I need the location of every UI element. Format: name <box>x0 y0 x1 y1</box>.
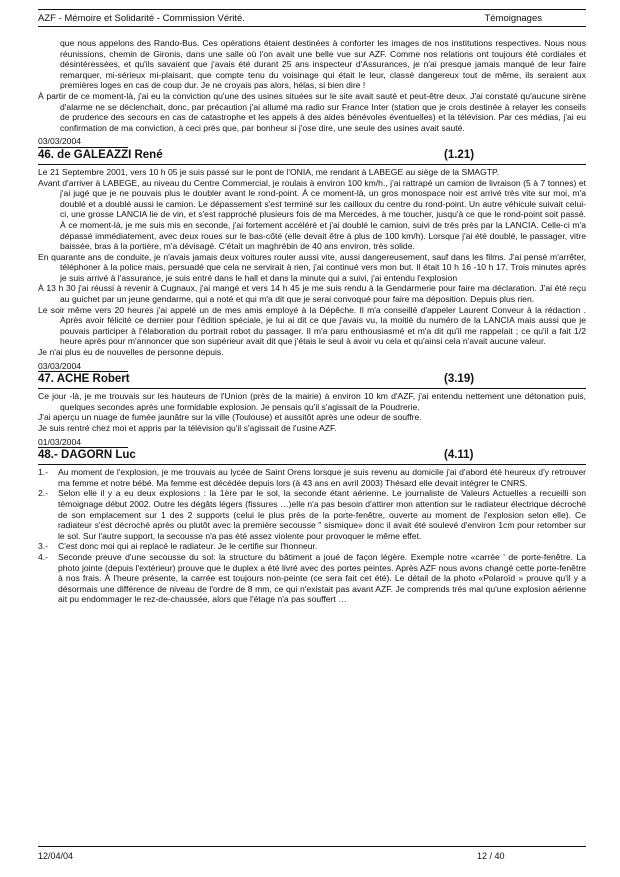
numbered-item <box>38 467 586 488</box>
numbered-item <box>38 541 586 552</box>
testimony-paragraph: En quarante ans de conduite, je n'avais jamais deux voitures rouler aussi vite, aussi dangereusement, sauf dans les films. J'ai pensé m'arrêter, téléphoner à la police mais, persuadé que cela ne servirait à rien, j'ai continué vers mon but. Il était 10 h 16 -10 h 17. Trois minutes après je suis arrivé à l'assurance, je suis entré dans le hall et dans la minute qui a suivi, j'ai entendu l'explosion <box>38 251 586 283</box>
numbered-item <box>38 488 586 541</box>
page-header <box>38 12 586 27</box>
section-title: 46. de GALEAZZI René <box>38 148 163 161</box>
page-number: 12 / 40 <box>477 851 505 861</box>
testimony-paragraph: Le soir même vers 20 heures j'ai appelé un de mes amis employé à la Dépêche. Il m'a conseillé d'appeler Laurent Conveur à la rédaction . Après avoir félicité ce dernier pour l'édition spéciale, je lui ai dit ce que j'avais vu, la moitié du numéro de la LANCIA mais aussi que je pouvais participer à l'élaboration du portrait robot du passager. Il m'a paru enthousiasmé et m'a dit qu'il me rappelait ; ce qu'il a fait 1/2 heure après pour m'annoncer que son supérieur avait dit que j'étais le seul à avoir vu cela et qu'ainsi cela n'avait aucune valeur. <box>38 304 586 347</box>
testimony-paragraph: Le 21 Septembre 2001, vers 10 h 05 je suis passé sur le pont de l'ONIA, me rendant à LABEGE au siège de la SMAGTP. <box>38 166 500 177</box>
section-heading <box>38 450 586 465</box>
item-number: 2.- <box>38 488 49 499</box>
testimony-paragraph: Je suis rentré chez moi et appris par la télévision qu'il s'agissait de l'usine AZF. <box>38 423 337 433</box>
section-code: (4.11) <box>444 449 474 462</box>
testimony-paragraph: Ce jour -là, je me trouvais sur les hauteurs de l'Union (près de la mairie) à environ 10 km d'AZF, j'ai entendu nettement une détonation puis, quelques secondes après une formidable explosion. Je pensais qu'il s'agissait de la Poudrerie. <box>38 391 586 412</box>
header-section: Témoignages <box>484 13 542 24</box>
item-number: 1.- <box>38 467 49 478</box>
section-heading <box>38 150 586 165</box>
item-text: C'est donc moi qui ai replacé le radiateur. Je le certifie sur l'honneur. <box>58 541 318 552</box>
item-text: Selon elle il y a eu deux explosions : la 1ère par le sol, la seconde étant aérienne. Le journaliste de Valeurs Actuelles a recueilli son témoignage début 2002. Outre les dégâts légers (fissures …)elle n'a pas besoin d'attirer mon attention sur le radiateur électrique décroché de son emplacement sur 1 des 2 supports (celui le plus près de la porte-fenêtre, ouverte au moment de l'explosion selon elle). Ce radiateur s'est décroché après ou plutôt avec la première secousse " sismique» donc il avait été soulevé d'environ 1cm pour retomber sur le sol. Sur l'autre support, la secousse n'a pas été assez violente pour provoquer le même effet. <box>58 488 586 541</box>
numbered-item <box>38 552 586 605</box>
testimony-date: 03/03/2004 <box>38 136 128 148</box>
page-content <box>38 38 586 605</box>
testimony-date: 01/03/2004 <box>38 437 128 449</box>
header-top-rule <box>38 9 586 10</box>
testimony-paragraph: J'ai aperçu un nuage de fumée jaunâtre sur la ville (Toulouse) et aussitôt après une odeur de souffre. <box>38 412 422 423</box>
section-heading <box>38 374 586 389</box>
section-code: (1.21) <box>444 148 475 161</box>
testimony-paragraph: À 13 h 30 j'ai réussi à revenir à Cugnaux, j'ai mangé et vers 14 h 45 je me suis rendu à la Gendarmerie pour faire ma déclaration. J'ai été reçu au guichet par un jeune gendarme, qui a noté et qui m'a dit que je serai convoqué pour faire ma déposition. Depuis plus rien. <box>38 283 586 305</box>
intro-paragraph: que nous appelons des Rando-Bus. Ces opérations étaient destinées à conforter les images de nos institutions respectives. Nous nous réunissions, chemin de Gironis, dans une salle où l'on avait une belle vue sur AZF. Comme nos relations ont toujours été cordiales et désintéressées, et qu'ils savaient que j'avais été durant 25 ans inspecteur d'Assurances, je n'ai presque jamais manqué de leur faire remarquer, mi-sérieux mi-plaisant, que compte tenu du voisinage qui était le leur, classé dangereux tout de même, ils seraient aux premières loges en cas de coup dur. Je ne croyais pas alors, hélas, si bien dire ! <box>60 38 586 91</box>
item-text: Au moment de l'explosion, je me trouvais au lycée de Saint Orens lorsque je suis revenu au domicile j'ai d'abord été heureux d'y retrouver ma femme et notre bébé. Ma femme est décédée depuis lors (à 43 ans en avril 2003) Thésard elle devait intégrer le CNRS. <box>58 467 586 488</box>
footer-date: 12/04/04 <box>38 851 74 861</box>
section-title: 48.- DAGORN Luc <box>38 449 136 462</box>
section-code: (3.19) <box>444 373 475 386</box>
item-number: 4.- <box>38 551 49 562</box>
testimony-paragraph: Je n'ai plus eu de nouvelles de personne depuis. <box>38 347 224 358</box>
header-title: AZF - Mémoire et Solidarité - Commission Vérité. <box>38 13 245 24</box>
testimony-date: 03/03/2004 <box>38 361 128 373</box>
testimony-paragraph: Avant d'arriver à LABEGE, au niveau du Centre Commercial, je roulais à environ 100 km/h., j'ai rattrapé un camion de livraison (5 à 7 tonnes) et j'ai jugé que je ne pouvais plus le doubler avant le rond-point. À ce moment-là, un gros monospace noir est arrivé très vite sur moi, m'a doublé et a doublé aussi le camion. Le dépassement s'est terminé sur les cailloux du centre du rond-point. Un autre véhicule suivait celui-ci, une grosse LANCIA lie de vin, et s'est rapproché plusieurs fois de ma Mercedes, à me toucher, jusqu'à ce que le rond-point soit passé. À ce moment-là, je me suis mis en seconde, j'ai fortement accéléré et j'ai doublé le camion, suivi de très près par la LANCIA. Celle-ci m'a dépassé immédiatement, avec deux roues sur le bas-côté (elle devait être à plus de 100 km/h). Lorsque j'ai été doublé, le passager, vitre baissée, bras à la portière, m'a dévisagé. C'était un maghrébin de 40 ans environ, très solide. <box>38 177 586 252</box>
item-text: Seconde preuve d'une secousse du sol: la structure du bâtiment a joué de façon légère. Exemple notre «carrée ' de porte-fenêtre. La photo jointe (depuis l'extérieur) prouve que le duplex a été livré avec des portes peintes. Après AZF nous avons changé cette porte-fenêtre à nos frais. À l'heure présente, la carrée est toujours non-peinte (ce sera fait cet été). Le détail de la photo «Polaroïd » prouve qu'il y a désormais une différence de niveau de l'ordre de 8 mm, ce qui n'existait pas avant AZF. Je comprends très mal qu'une explosion aérienne ait pu endommager le rez-de-chaussée, alors que l'étage n'a pas souffert … <box>58 551 586 605</box>
intro-paragraph: À partir de ce moment-là, j'ai eu la conviction qu'une des usines situées sur le site avait sauté et peut-être deux. J'ai constaté qu'aucune sirène d'alarme ne se déclenchait, donc, par précaution j'ai allumé ma radio sur France Inter (station que je crois destinée à relayer les conseils de prudence des secours en cas de catastrophe et les appels à des aides bénévoles éventuelles) et la télévision. Par ces médias, j'ai eu confirmation de ma conviction, à ceci près que, par bonheur si j'ose dire, une seule des usines avait sauté. <box>38 90 586 133</box>
item-number: 3.- <box>38 541 49 552</box>
section-title: 47. ACHE Robert <box>38 373 130 386</box>
page-footer <box>38 846 586 861</box>
